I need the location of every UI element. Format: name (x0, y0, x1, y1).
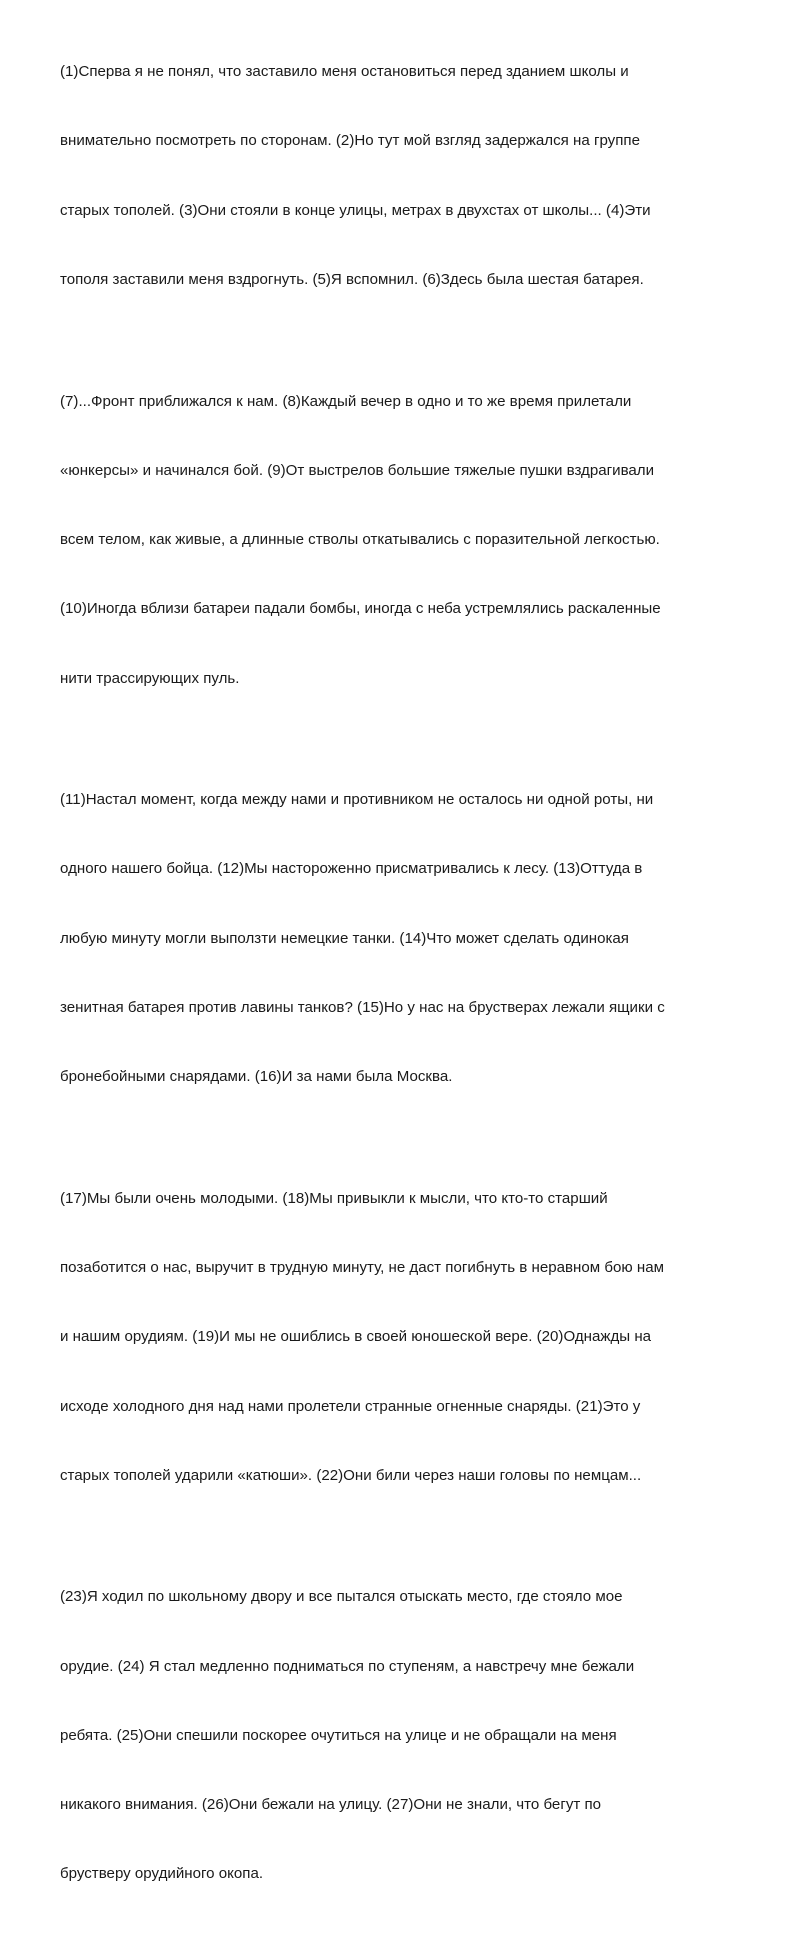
text-line: (7)...Фронт приближался к нам. (8)Каждый вечер в одно и то же время прилетали (60, 392, 632, 410)
text-line: орудие. (24) Я стал медленно подниматься по ступеням, а навстречу мне бежали (60, 1657, 635, 1675)
text-line: брустверу орудийного окопа. (60, 1865, 264, 1883)
document-text (60, 14, 780, 1938)
text-line: внимательно посмотреть по сторонам. (2)Но тут мой взгляд задержался на группе (60, 132, 640, 150)
text-line: (23)Я ходил по школьному двору и все пытался отыскать место, где стояло мое (60, 1588, 623, 1606)
text-line: зенитная батарея против лавины танков? (15)Но у нас на брустверах лежали ящики с (60, 998, 665, 1016)
text-line: (11)Настал момент, когда между нами и противником не осталось ни одной роты, ни (60, 791, 654, 809)
text-line: позаботится о нас, выручит в трудную минуту, не даст погибнуть в неравном бою нам (60, 1258, 664, 1276)
paragraph-5 (60, 1539, 780, 1932)
paragraph-4 (60, 1141, 780, 1534)
text-line: исходе холодного дня над нами пролетели странные огненные снаряды. (21)Это у (60, 1397, 641, 1415)
text-line: всем телом, как живые, а длинные стволы откатывались с поразительной легкостью. (60, 531, 660, 549)
text-line: любую минуту могли выползти немецкие танки. (14)Что может сделать одинокая (60, 929, 629, 947)
text-line: старых тополей ударили «катюши». (22)Они били через наши головы по немцам... (60, 1466, 642, 1484)
paragraph-1 (60, 14, 780, 337)
text-line: никакого внимания. (26)Они бежали на улицу. (27)Они не знали, что бегут по (60, 1796, 602, 1814)
text-line: «юнкерсы» и начинался бой. (9)От выстрелов большие тяжелые пушки вздрагивали (60, 461, 655, 479)
text-line: (10)Иногда вблизи батареи падали бомбы, иногда с неба устремлялись раскаленные (60, 600, 661, 618)
text-line: тополя заставили меня вздрогнуть. (5)Я вспомнил. (6)Здесь была шестая батарея. (60, 271, 644, 289)
paragraph-3 (60, 742, 780, 1135)
paragraph-2 (60, 343, 780, 736)
text-line: старых тополей. (3)Они стояли в конце улицы, метрах в двухстах от школы... (4)Эти (60, 201, 651, 219)
text-line: и нашим орудиям. (19)И мы не ошиблись в своей юношеской вере. (20)Однажды на (60, 1328, 652, 1346)
text-line: (17)Мы были очень молодыми. (18)Мы привыкли к мысли, что кто-то старший (60, 1189, 608, 1207)
text-line: ребята. (25)Они спешили поскорее очутиться на улице и не обращали на меня (60, 1726, 617, 1744)
text-line: одного нашего бойца. (12)Мы настороженно присматривались к лесу. (13)Оттуда в (60, 860, 643, 878)
text-line: бронебойными снарядами. (16)И за нами была Москва. (60, 1068, 453, 1086)
text-line: (1)Сперва я не понял, что заставило меня остановиться перед зданием школы и (60, 63, 629, 81)
text-line: нити трассирующих пуль. (60, 669, 240, 687)
